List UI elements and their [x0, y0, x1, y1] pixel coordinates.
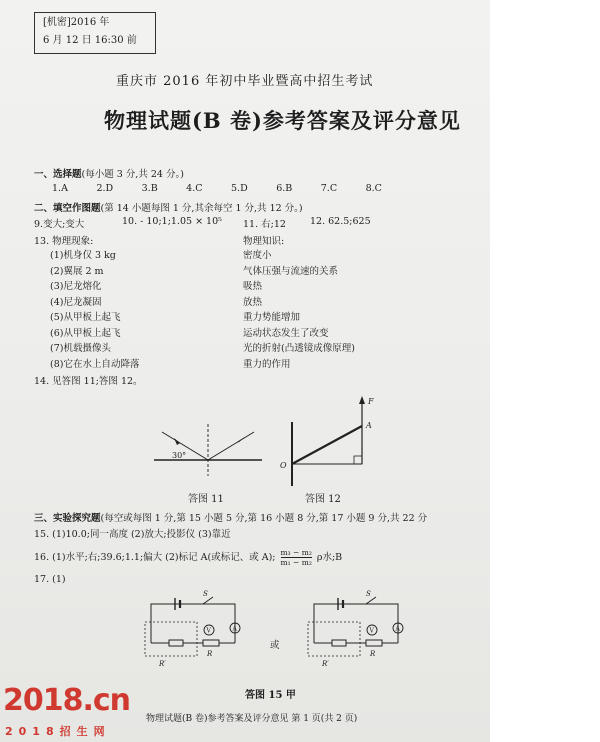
label-R-prime: R′: [322, 660, 329, 668]
or-text: 或: [270, 640, 280, 651]
label-R: R: [370, 650, 376, 658]
section2-line: [34, 200, 303, 214]
q10: 10. - 10;1;1.05 × 10⁵: [122, 216, 222, 227]
answer-item: 1.A: [52, 183, 68, 194]
phenomenon-item: (4)尼龙凝固: [50, 296, 102, 308]
section1-line: [34, 166, 184, 180]
answer-item: 6.B: [276, 183, 293, 194]
q13-label: 13. 物理现象:: [34, 236, 94, 247]
q9: 9.变大;变大: [34, 219, 85, 230]
right-angle-mark: [354, 456, 362, 464]
phenomenon-item: (8)它在水上自动降落: [50, 358, 140, 370]
site-logo: [3, 683, 151, 741]
dashed-box: [308, 622, 360, 656]
section1-answers: [52, 183, 382, 194]
figure-11-caption: 答图 11: [188, 494, 224, 505]
label-A: A: [395, 625, 400, 633]
label-V: V: [369, 627, 374, 635]
label-F: F: [368, 397, 374, 406]
circuit-wire: [151, 604, 235, 643]
q16-fraction: [281, 548, 312, 567]
knowledge-item: 密度小: [243, 250, 272, 261]
figure-11-diagram: [148, 420, 268, 480]
answer-item: 3.B: [141, 183, 158, 194]
figure-12-diagram: [276, 392, 386, 488]
reflected-ray: [208, 432, 254, 460]
q15: 15. (1)10.0;同一高度 (2)放大;投影仪 (3)靠近: [34, 529, 231, 540]
figure-15-caption: 答图 15 甲: [245, 690, 296, 701]
phenomenon-item: (5)从甲板上起飞: [50, 312, 121, 323]
label-V: V: [206, 627, 211, 635]
secret-line-2: 6 月 12 日 16:30 前: [43, 35, 137, 46]
fraction-denominator: m₁ − m₂: [280, 558, 312, 567]
arrow-icon: [238, 437, 245, 443]
circuit-wire: [314, 604, 398, 643]
q16-text: 16. (1)水平;右;39.6;1.1;偏大 (2)标记 A(或标记、或 A);: [34, 552, 276, 563]
answer-item: 7.C: [320, 183, 338, 194]
answer-item: 4.C: [186, 183, 203, 194]
knowledge-item: 吸热: [243, 281, 263, 292]
label-A: A: [366, 421, 372, 430]
section3-note: (每空或每图 1 分,第 15 小题 5 分,第 16 小题 8 分,第 17 小题 9 分,共 22 分: [100, 513, 428, 524]
phenomenon-item: (2)翼展 2 m: [50, 265, 104, 277]
label-R-prime: R′: [159, 660, 166, 668]
page-footer: 物理试题(B 卷)参考答案及评分意见 第 1 页(共 2 页): [146, 714, 358, 724]
q16: [34, 548, 342, 567]
figure-12-caption: 答图 12: [305, 494, 341, 505]
arrow-icon: [174, 438, 180, 445]
q11: 11. 右;12: [243, 219, 286, 230]
angle-label: 30°: [172, 451, 187, 460]
section2-heading: 二、填空作图题: [34, 203, 101, 214]
q17: 17. (1): [34, 574, 66, 585]
secret-line-1: [机密]2016 年: [43, 17, 110, 28]
knowledge-item: 放热: [243, 296, 263, 308]
switch-icon: [203, 597, 213, 604]
q13-phenomena: [50, 248, 139, 372]
label-S: S: [366, 590, 371, 598]
exam-title: 重庆市 2016 年初中毕业暨高中招生考试: [116, 74, 374, 89]
knowledge-item: 运动状态发生了改变: [243, 327, 329, 339]
answer-item: 2.D: [96, 183, 114, 194]
phenomenon-item: (6)从甲板上起飞: [50, 327, 121, 339]
knowledge-item: 气体压强与流速的关系: [243, 265, 339, 277]
logo-main-text: 2018.cn: [3, 683, 131, 718]
rheostat-icon: [203, 640, 219, 646]
section1-heading: 一、选择题: [34, 169, 82, 180]
phenomenon-item: (7)机载摄像头: [50, 343, 111, 354]
label-O: O: [280, 461, 287, 470]
phenomenon-item: (1)机身仅 3 kg: [50, 250, 116, 261]
document-title: 物理试题(B 卷)参考答案及评分意见: [104, 108, 461, 133]
label-S: S: [203, 590, 208, 598]
confidential-stamp: [34, 12, 156, 54]
rheostat-icon: [366, 640, 382, 646]
section3-heading: 三、实验探究题: [34, 513, 101, 524]
dashed-box: [145, 622, 197, 656]
resistor-icon: [169, 640, 183, 646]
label-A: A: [232, 625, 237, 633]
answer-item: 5.D: [231, 183, 248, 194]
knowledge-item: 重力的作用: [243, 358, 291, 370]
circuit-diagram-right: [298, 588, 418, 668]
q14: 14. 见答图 11;答图 12。: [34, 376, 143, 387]
q13-knowledge: [243, 248, 355, 372]
answer-item: 8.C: [365, 183, 382, 194]
q12: 12. 62.5;625: [310, 216, 371, 227]
resistor-icon: [332, 640, 346, 646]
switch-icon: [366, 597, 376, 604]
q16-tail: ρ水;B: [316, 552, 343, 563]
circuit-diagram-left: [135, 588, 255, 668]
lever-bar: [292, 426, 362, 464]
arrow-up-icon: [359, 396, 365, 404]
fraction-numerator: m₃ − m₂: [280, 548, 312, 557]
knowledge-item: 重力势能增加: [243, 312, 301, 323]
section3-line: [34, 510, 427, 524]
label-R: R: [207, 650, 213, 658]
knowledge-item: 光的折射(凸透镜成像原理): [243, 343, 355, 354]
logo-sub-text: 2018招生网: [5, 725, 111, 738]
q13-knowledge-label: 物理知识:: [243, 236, 285, 247]
phenomenon-item: (3)尼龙熔化: [50, 281, 102, 292]
section1-note: (每小题 3 分,共 24 分。): [81, 169, 184, 180]
section2-note: (第 14 小题每图 1 分,其余每空 1 分,共 12 分。): [100, 203, 303, 214]
